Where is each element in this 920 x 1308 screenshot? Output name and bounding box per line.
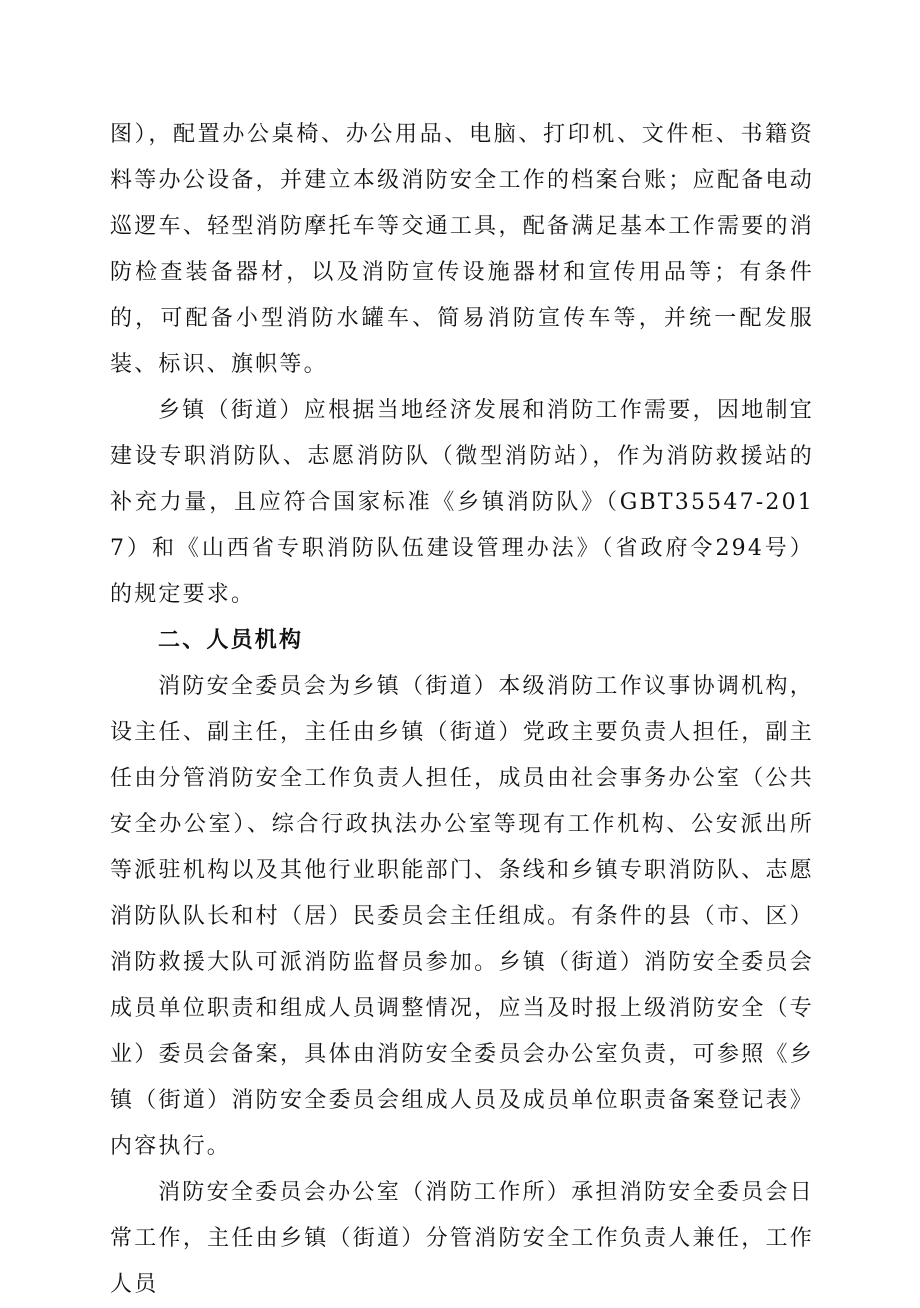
- paragraph-fire-brigade: 乡镇（街道）应根据当地经济发展和消防工作需要，因地制宜建设专职消防队、志愿消防队（微型消防站），作为消防救援站的补充力量，且应符合国家标准《乡镇消防队》（GBT35547-2017）和《山西省专职消防队伍建设管理办法》（省政府令294号）的规定要求。: [110, 398, 814, 607]
- paragraph-committee: 消防安全委员会为乡镇（街道）本级消防工作议事协调机构，设主任、副主任，主任由乡镇（街道）党政主要负责人担任，副主任由分管消防安全工作负责人担任，成员由社会事务办公室（公共安全办公室）、综合行政执法办公室等现有工作机构、公安派出所等派驻机构以及其他行业职能部门、条线和乡镇专职消防队、志愿消防队队长和村（居）民委员会主任组成。有条件的县（市、区）消防救援大队可派消防监督员参加。乡镇（街道）消防安全委员会成员单位职责和组成人员调整情况，应当及时报上级消防安全（专业）委员会备案，具体由消防安全委员会办公室负责，可参照《乡镇（街道）消防安全委员会组成人员及成员单位职责备案登记表》内容执行。: [110, 674, 814, 1159]
- paragraph-committee-office: 消防安全委员会办公室（消防工作所）承担消防安全委员会日常工作，主任由乡镇（街道）分管消防安全工作负责人兼任，工作人员: [110, 1180, 814, 1297]
- paragraph-equipment: 图），配置办公桌椅、办公用品、电脑、打印机、文件柜、书籍资料等办公设备，并建立本级消防安全工作的档案台账；应配备电动巡逻车、轻型消防摩托车等交通工具，配备满足基本工作需要的消防检查装备器材，以及消防宣传设施器材和宣传用品等；有条件的，可配备小型消防水罐车、简易消防宣传车等，并统一配发服装、标识、旗帜等。: [110, 122, 814, 377]
- document-body: [110, 112, 814, 1308]
- section-heading: 二、人员机构: [158, 628, 304, 653]
